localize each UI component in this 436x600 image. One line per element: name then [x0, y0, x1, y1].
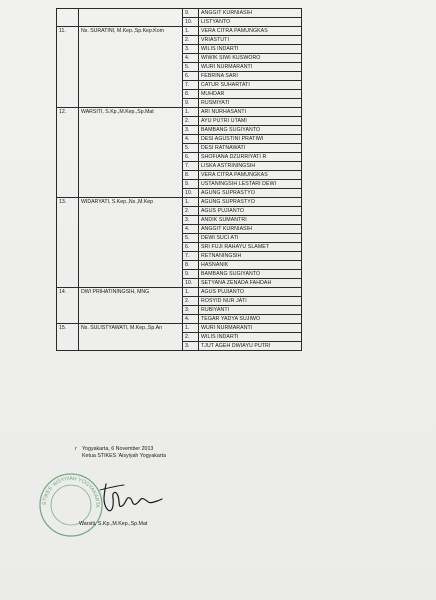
supervisor-name: WARSITI, S.Kp.,M.Kep.,Sp.Mat [79, 108, 183, 198]
student-number: 8. [183, 171, 199, 180]
student-number: 8. [183, 261, 199, 270]
student-name: CATUR SUHARTATI [199, 81, 302, 90]
handwritten-signature [96, 480, 166, 516]
supervision-table-body [57, 9, 302, 351]
table-row [57, 198, 302, 207]
student-name: LISKA ASTRININGSIH [199, 162, 302, 171]
supervisor-name: Ns. SURATINI, M.Kep.,Sp.Kep.Kom [79, 27, 183, 108]
student-number: 1. [183, 198, 199, 207]
student-number: 6. [183, 243, 199, 252]
group-number: 14. [57, 288, 79, 324]
student-number: 2. [183, 297, 199, 306]
student-number: 3. [183, 216, 199, 225]
table-row [57, 108, 302, 117]
student-number: 1. [183, 288, 199, 297]
group-number: 12. [57, 108, 79, 198]
student-name: AYU PUTRI UTAMI [199, 117, 302, 126]
student-number: 4. [183, 54, 199, 63]
student-name: WIWIK SIWI KUSWORO [199, 54, 302, 63]
place-date: Yogyakarta, 6 November 2013 [82, 446, 154, 452]
student-number: 10. [183, 18, 199, 27]
student-number: 9. [183, 99, 199, 108]
student-name: WILIS INDARTI [199, 333, 302, 342]
group-number: 11. [57, 27, 79, 108]
student-name: WILIS INDARTI [199, 45, 302, 54]
student-number: 1. [183, 27, 199, 36]
group-number: 15. [57, 324, 79, 351]
student-name: AGUS PUJIANTO [199, 288, 302, 297]
student-number: 2. [183, 333, 199, 342]
student-number: 9. [183, 9, 199, 18]
student-name: DEWI SUCI ATI [199, 234, 302, 243]
student-name: TJUT AGEH DWIAYU PUTRI [199, 342, 302, 351]
student-name: TEGAR YADYA SUJIWO [199, 315, 302, 324]
signer-name: Warsiti, S.Kp.,M.Kep.,Sp.Mat [79, 521, 148, 527]
student-number: 8. [183, 90, 199, 99]
student-name: SHOFIANA DZURRIYATI R [199, 153, 302, 162]
supervisor-name: WIDARYATI, S.Kep.,Ns.,M.Kep [79, 198, 183, 288]
student-name: ARI NURHASANTI [199, 108, 302, 117]
student-number: 1. [183, 108, 199, 117]
student-number: 4. [183, 135, 199, 144]
student-number: 2. [183, 207, 199, 216]
student-name: BAMBANG SUGIYANTO [199, 270, 302, 279]
student-name: LISTYANTO [199, 18, 302, 27]
student-number: 7. [183, 162, 199, 171]
group-number: 13. [57, 198, 79, 288]
student-name: VRIASTUTI [199, 36, 302, 45]
student-name: AGUNG SUPRASTYO [199, 198, 302, 207]
student-name: RUBIYANTI [199, 306, 302, 315]
student-number: 5. [183, 234, 199, 243]
student-number: 6. [183, 72, 199, 81]
student-name: AGUS PUJIANTO [199, 207, 302, 216]
signature-block [82, 446, 166, 459]
student-name: BAMBANG SUGIYANTO [199, 126, 302, 135]
student-name: FEBRINA SARI [199, 72, 302, 81]
student-name: ANDIK SUMANTRI [199, 216, 302, 225]
student-number: 6. [183, 153, 199, 162]
student-name: WURI NURMARANTI [199, 63, 302, 72]
student-number: 10. [183, 279, 199, 288]
signer-position: Ketua STIKES 'Aisyiyah Yogyakarta [82, 452, 167, 459]
student-name: SRI FUJI RAHAYU SLAMET [199, 243, 302, 252]
student-name: DESI AGUSTINI PRATIWI [199, 135, 302, 144]
student-number: 1. [183, 324, 199, 333]
annotation-mark: r [75, 446, 77, 452]
supervisor-name: DWI PRIHATININGSIH, MNG [79, 288, 183, 324]
student-name: VERA CITRA PAMUNGKAS [199, 171, 302, 180]
student-number: 9. [183, 180, 199, 189]
student-number: 3. [183, 45, 199, 54]
table-row [57, 288, 302, 297]
student-name: HASNANIK [199, 261, 302, 270]
student-number: 9. [183, 270, 199, 279]
student-number: 4. [183, 225, 199, 234]
student-name: ANGGIT KURNIASIH [199, 225, 302, 234]
student-name: RUSMIYATI [199, 99, 302, 108]
student-number: 5. [183, 63, 199, 72]
student-number: 7. [183, 81, 199, 90]
group-number [57, 9, 79, 27]
student-name: DESI RATNAWATI [199, 144, 302, 153]
student-number: 2. [183, 117, 199, 126]
student-name: WURI NURMARANTI [199, 324, 302, 333]
student-number: 4. [183, 315, 199, 324]
student-number: 3. [183, 126, 199, 135]
table-row [57, 9, 302, 18]
table-row [57, 27, 302, 36]
student-number: 2. [183, 36, 199, 45]
student-name: RETNANINGSIH [199, 252, 302, 261]
table-row [57, 324, 302, 333]
student-number: 3. [183, 306, 199, 315]
student-name: SETYANA ZENADA FAHDAH [199, 279, 302, 288]
supervision-table [56, 8, 302, 351]
svg-text:STIKES 'AISYIYAH YOGYAKARTA: STIKES 'AISYIYAH YOGYAKARTA [41, 475, 101, 508]
student-number: 10. [183, 189, 199, 198]
student-name: MUHDAR [199, 90, 302, 99]
student-name: USTANINGSIH LESTARI DEWI [199, 180, 302, 189]
supervisor-name: Ns. SULISTYAWATI, M.Kep.,Sp.An [79, 324, 183, 351]
student-name: VERA CITRA PAMUNGKAS [199, 27, 302, 36]
student-name: AGUNG SUPRASTYO [199, 189, 302, 198]
student-name: ANGGIT KURNIASIH [199, 9, 302, 18]
supervisor-name [79, 9, 183, 27]
student-number: 3. [183, 342, 199, 351]
student-number: 7. [183, 252, 199, 261]
student-number: 5. [183, 144, 199, 153]
student-name: ROSYID NUR JATI [199, 297, 302, 306]
